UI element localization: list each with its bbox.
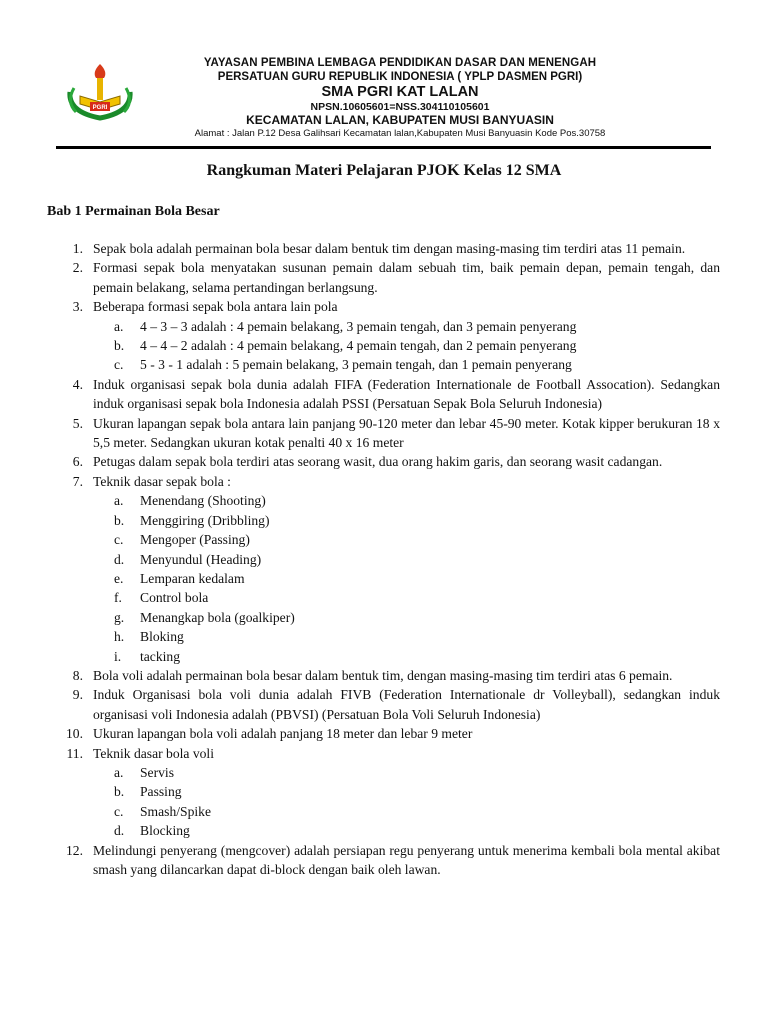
sub-list-item (47, 821, 720, 840)
address: Alamat : Jalan P.12 Desa Galihsari Kecamatan lalan,Kabupaten Musi Banyuasin Kode Pos.30758 (194, 128, 606, 139)
list-item (47, 452, 720, 471)
list-item-number: 2. (72, 260, 83, 276)
list-item (47, 414, 720, 453)
list-item-number: 12. (66, 842, 83, 858)
list-item-number: 11. (66, 745, 83, 761)
list-item-text: Ukuran lapangan sepak bola antara lain panjang 90-120 meter dan lebar 45-90 meter. Kotak kipper berukuran 18 x 5,5 meter. Sedangkan ukuran kotak penalti 40 x 16 meter (93, 415, 720, 451)
sub-list-item (47, 608, 720, 627)
list-item (47, 841, 720, 880)
chapter-heading: Bab 1 Permainan Bola Besar (47, 204, 220, 219)
sub-list-item (47, 511, 720, 530)
list-item (47, 375, 720, 414)
sub-list-item-letter: i. (114, 648, 122, 664)
sub-list-item (47, 569, 720, 588)
list-item-number: 7. (72, 473, 83, 489)
sub-list-item-letter: b. (114, 338, 125, 354)
list-item (47, 685, 720, 724)
sub-list-item-text: Smash/Spike (140, 803, 211, 819)
sub-list-item-letter: b. (114, 512, 125, 528)
sub-list-item-text: tacking (140, 648, 181, 664)
list-item-number: 6. (72, 454, 83, 470)
list-item (47, 258, 720, 297)
sub-list-item-text: Menyundul (Heading) (140, 551, 262, 567)
sub-list-item (47, 336, 720, 355)
list-item-text: Petugas dalam sepak bola terdiri atas seorang wasit, dua orang hakim garis, dan seorang wasit cadangan. (93, 454, 663, 470)
sub-list-item-letter: c. (114, 357, 124, 373)
sub-list-item-letter: a. (114, 493, 124, 509)
npsn: NPSN.10605601=NSS.304110105601 (310, 101, 490, 113)
sub-list-item-letter: e. (114, 570, 124, 586)
list-item-number: 4. (72, 376, 83, 392)
sub-list-item-text: Menggiring (Dribbling) (140, 512, 270, 528)
sub-list-item-text: 5 - 3 - 1 adalah : 5 pemain belakang, 3 pemain tengah, dan 1 pemain penyerang (140, 357, 572, 373)
list-item-text: Induk Organisasi bola voli dunia adalah FIVB (Federation Internationale dr Volleyball), sedangkan induk organisasi voli Indonesia adalah (PBVSI) (Persatuan Bola Voli Seluruh Indonesia) (93, 687, 720, 722)
sub-list-item (47, 355, 720, 374)
school-name: SMA PGRI KAT LALAN (321, 84, 479, 100)
sub-list-item-letter: d. (114, 551, 125, 567)
sub-list-item-text: Mengoper (Passing) (140, 532, 250, 548)
list-item-number: 8. (72, 667, 83, 683)
list-item-text: Ukuran lapangan bola voli adalah panjang 18 meter dan lebar 9 meter (93, 726, 473, 742)
sub-list-item-text: 4 – 4 – 2 adalah : 4 pemain belakang, 4 pemain tengah, dan 2 pemain penyerang (140, 338, 577, 354)
sub-list-item-text: Menangkap bola (goalkiper) (140, 609, 295, 625)
list-item-number: 1. (72, 241, 83, 256)
sub-list-item-letter: d. (114, 823, 125, 839)
document-title: Rangkuman Materi Pelajaran PJOK Kelas 12 SMA (206, 162, 562, 179)
sub-list-item-letter: f. (114, 590, 122, 606)
list-item-text: Induk organisasi sepak bola dunia adalah FIFA (Federation Internationale de Football Assocation). Sedangkan induk organisasi sepak bola Indonesia adalah PSSI (Persatuan Sepak Bola Seluruh Indonesia) (93, 376, 720, 412)
logo-text: PGRI (92, 105, 108, 111)
list-item-number: 9. (72, 687, 83, 703)
sub-list-item-text: Passing (140, 784, 182, 800)
letterhead (0, 0, 768, 160)
list-item (47, 297, 720, 316)
sub-list-item-letter: c. (114, 803, 124, 819)
sub-list-item (47, 550, 720, 569)
sub-list-item-letter: g. (114, 609, 125, 625)
list-item (47, 724, 720, 743)
sub-list-item-text: Lemparan kedalam (140, 570, 245, 586)
sub-list-item (47, 588, 720, 607)
sub-list-item-text: 4 – 3 – 3 adalah : 4 pemain belakang, 3 pemain tengah, dan 3 pemain penyerang (140, 318, 577, 334)
sub-list-item-letter: a. (114, 318, 124, 334)
sub-list-item (47, 530, 720, 549)
sub-list-item (47, 782, 720, 801)
pgri-logo-icon (60, 62, 140, 122)
list-item-text: Beberapa formasi sepak bola antara lain pola (93, 299, 338, 315)
foundation-name: YAYASAN PEMBINA LEMBAGA PENDIDIKAN DASAR DAN MENENGAH (203, 57, 597, 69)
sub-list-item (47, 802, 720, 821)
list-item (47, 472, 720, 491)
sub-list-item-text: Servis (140, 764, 174, 780)
list-item-text: Teknik dasar bola voli (93, 745, 214, 761)
sub-list-item-letter: a. (114, 764, 124, 780)
list-item-number: 3. (72, 299, 83, 315)
sub-list-item (47, 627, 720, 646)
sub-list-item (47, 317, 720, 336)
sub-list-item-text: Control bola (140, 590, 209, 606)
sub-list-item-text: Menendang (Shooting) (140, 493, 266, 509)
sub-list-item-letter: h. (114, 629, 125, 645)
list-item-number: 5. (72, 415, 83, 431)
list-item (47, 666, 720, 685)
district: KECAMATAN LALAN, KABUPATEN MUSI BANYUASIN (246, 113, 554, 127)
numbered-list (47, 239, 720, 879)
list-item-text: Bola voli adalah permainan bola besar dalam bentuk tim, dengan masing-masing tim terdiri atas 6 pemain. (93, 667, 673, 683)
list-item-text: Teknik dasar sepak bola : (93, 473, 231, 489)
sub-list-item (47, 647, 720, 666)
sub-list-item (47, 491, 720, 510)
sub-list-item (47, 763, 720, 782)
list-item-text: Formasi sepak bola menyatakan susunan pemain dalam sebuah tim, baik pemain depan, pemain tengah, dan pemain belakang, selama pertandingan berlangsung. (93, 260, 720, 295)
list-item-text: Melindungi penyerang (mengcover) adalah persiapan regu penyerang untuk menerima kembali bola mental akibat smash yang dilancarkan dapat di-block dengan baik oleh lawan. (93, 842, 720, 877)
sub-list-item-letter: c. (114, 532, 124, 548)
list-item (47, 744, 720, 763)
list-item-text: Sepak bola adalah permainan bola besar dalam bentuk tim dengan masing-masing tim terdiri atas 11 pemain. (93, 241, 686, 256)
list-item-number: 10. (66, 726, 83, 742)
sub-list-item-letter: b. (114, 784, 125, 800)
association-name: PERSATUAN GURU REPUBLIK INDONESIA ( YPLP DASMEN PGRI) (217, 71, 583, 83)
list-item (47, 239, 720, 258)
letterhead-divider (56, 146, 711, 149)
sub-list-item-text: Bloking (140, 629, 184, 645)
sub-list-item-text: Blocking (140, 823, 190, 839)
